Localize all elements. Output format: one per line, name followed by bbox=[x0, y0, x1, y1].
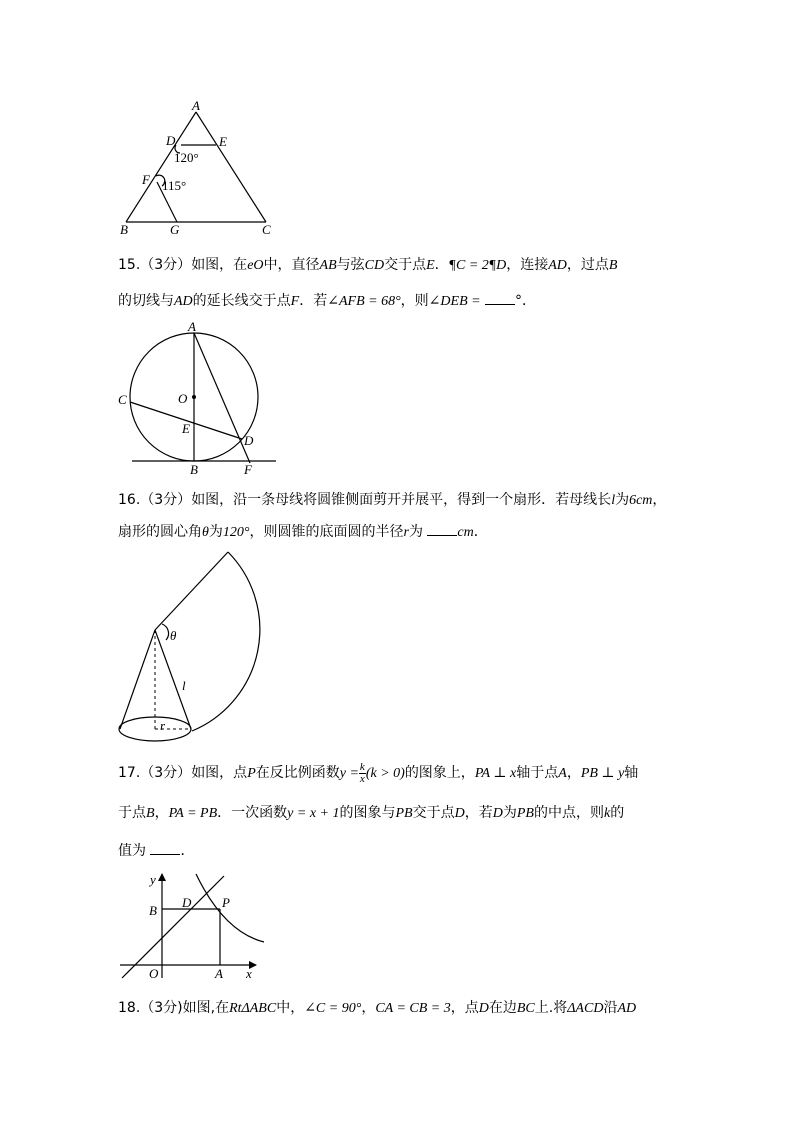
label-F: F bbox=[244, 462, 252, 477]
q17-line1: 17.（3分）如图，点P在反比例函数y = $\frac{k}{x}$ (k > 0)的图象上，PA ⊥ x轴于点A，PB ⊥ y轴 bbox=[118, 760, 639, 785]
figure-triangle bbox=[110, 98, 290, 238]
label-G: G bbox=[170, 222, 180, 237]
figure-circle bbox=[112, 318, 292, 478]
label-theta: θ bbox=[170, 628, 177, 643]
q16-line2: 扇形的圆心角θ为120°，则圆锥的底面圆的半径r为 cm． bbox=[118, 521, 488, 543]
label-D: D bbox=[166, 133, 176, 148]
label-r: r bbox=[160, 718, 166, 733]
answer-blank-16 bbox=[427, 521, 457, 536]
label-O: O bbox=[178, 391, 188, 406]
label-A: A bbox=[215, 966, 223, 981]
answer-blank-17 bbox=[150, 840, 180, 855]
label-E: E bbox=[219, 134, 227, 149]
angle-115: 115° bbox=[162, 178, 187, 193]
label-x: x bbox=[246, 966, 252, 981]
q15-line1: 15.（3分）如图，在eO中，直径AB与弦CD交于点E．¶C = 2¶D，连接AD，过点B bbox=[118, 257, 618, 273]
q17-line2: 于点B，PA = PB．一次函数y = x + 1的图象与PB交于点D，若D为PB的中点，则k的 bbox=[118, 805, 625, 821]
label-O: O bbox=[149, 966, 159, 981]
q16-line1: 16.（3分）如图，沿一条母线将圆锥侧面剪开并展平，得到一个扇形．若母线长l为6cm， bbox=[118, 492, 667, 508]
q15-line2: 的切线与AD的延长线交于点F．若∠AFB = 68°，则∠DEB = °． bbox=[118, 290, 536, 312]
angle-120: 120° bbox=[174, 150, 199, 165]
label-B: B bbox=[149, 903, 157, 918]
q17-line3: 值为 ． bbox=[118, 840, 194, 861]
label-D: D bbox=[182, 895, 192, 910]
arc-expression: ¶C = 2¶D bbox=[448, 258, 507, 273]
figure-cone-sector bbox=[112, 548, 272, 748]
label-B: B bbox=[190, 462, 198, 477]
answer-blank-15 bbox=[485, 290, 515, 305]
label-D: D bbox=[244, 433, 254, 448]
label-y: y bbox=[150, 872, 156, 887]
label-C: C bbox=[118, 392, 127, 407]
label-A: A bbox=[188, 319, 196, 334]
figure-coordinate-graph bbox=[116, 866, 266, 982]
label-B: B bbox=[120, 222, 128, 237]
label-l: l bbox=[182, 678, 186, 693]
label-A: A bbox=[192, 98, 200, 113]
label-F: F bbox=[142, 172, 150, 187]
fraction-k-over-x: $\frac{k}{x}$ bbox=[359, 760, 365, 785]
q18-line1: 18.（3分)如图,在RtΔABC中，∠C = 90°，CA = CB = 3，点D在边BC上.将ΔACD沿AD bbox=[118, 1000, 637, 1016]
label-C: C bbox=[262, 222, 271, 237]
label-P: P bbox=[222, 895, 230, 910]
label-E: E bbox=[182, 421, 190, 436]
